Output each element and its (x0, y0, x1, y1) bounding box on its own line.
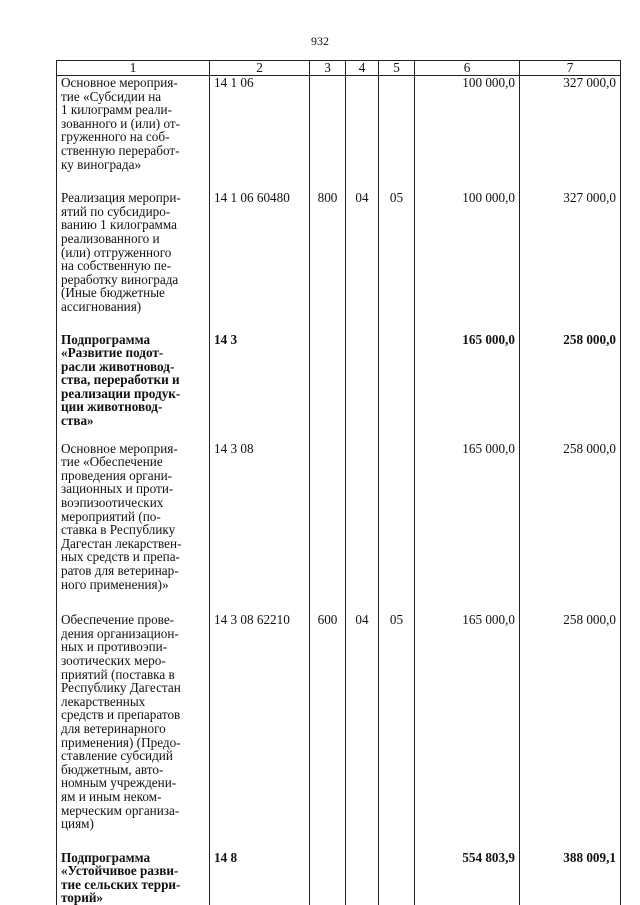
row-name-line: Реализация меропри- (61, 190, 181, 206)
row-section: 04 (346, 191, 379, 332)
row-name-line: ку винограда» (61, 156, 142, 172)
row-expense-type (310, 333, 346, 442)
row-name (57, 613, 210, 851)
row-name-line: тие сельских терри- (61, 876, 181, 892)
row-name-line: зованного и (или) от- (61, 115, 181, 131)
row-name-line: ятий по субсидиро- (61, 203, 171, 219)
row-code: 14 3 08 (210, 442, 310, 614)
row-name-line: циям) (61, 816, 94, 832)
row-name-line: «Развитие подот- (61, 345, 164, 361)
row-name-line: номным учреждени- (61, 775, 177, 791)
table-row (57, 333, 621, 442)
table-row (57, 442, 621, 614)
row-name (57, 442, 210, 614)
row-name-line: ного применения)» (61, 576, 169, 592)
row-name-line: реализации продук- (61, 385, 181, 401)
row-name-line: ных и противоэпи- (61, 639, 168, 655)
row-name-line: на собственную пе- (61, 258, 172, 274)
row-name-line: ставление субсидий (61, 748, 173, 764)
row-name-line: (Иные бюджетные (61, 285, 165, 301)
row-code: 14 8 (210, 851, 310, 905)
row-code: 14 3 08 62210 (210, 613, 310, 851)
table-row (57, 76, 621, 192)
row-name (57, 333, 210, 442)
row-amount-col7: 258 000,0 (520, 333, 621, 442)
row-name (57, 191, 210, 332)
row-subsection (379, 442, 415, 614)
row-name-line: Подпрограмма (61, 331, 151, 347)
row-amount-col6: 165 000,0 (415, 333, 520, 442)
row-name-line: реализованного и (61, 230, 160, 246)
row-name-line: реработку винограда (61, 271, 179, 287)
row-subsection: 05 (379, 191, 415, 332)
col-header-7: 7 (520, 61, 621, 76)
row-amount-col6: 100 000,0 (415, 76, 520, 192)
row-name-line: «Устойчивое разви- (61, 863, 179, 879)
row-amount-col7: 327 000,0 (520, 191, 621, 332)
row-name-line: бюджетным, авто- (61, 761, 164, 777)
row-name-line: ванию 1 килограмма (61, 217, 178, 233)
col-header-3: 3 (310, 61, 346, 76)
row-name-line: приятий (поставка в (61, 666, 175, 682)
row-amount-col7: 388 009,1 (520, 851, 621, 905)
row-name-line: ям и иным неком- (61, 788, 162, 804)
row-name-line: мерческим организа- (61, 802, 180, 818)
row-name-line: ных средств и препа- (61, 549, 180, 565)
row-name-line: применения) (Предо- (61, 734, 181, 750)
row-name-line: лекарственных (61, 693, 146, 709)
col-header-5: 5 (379, 61, 415, 76)
row-name-line: зационных и проти- (61, 481, 174, 497)
page-number: 932 (311, 34, 329, 48)
row-name-line: Основное мероприя- (61, 75, 178, 90)
row-name-line: ассигнования) (61, 298, 142, 314)
row-name-line: ставка в Республику (61, 522, 176, 538)
row-name (57, 76, 210, 192)
table-row (57, 851, 621, 905)
table-row (57, 613, 621, 851)
row-code: 14 1 06 (210, 76, 310, 192)
row-name-line: Подпрограмма (61, 849, 151, 865)
row-name-line: ратов для ветеринар- (61, 563, 179, 578)
row-name-line: ства» (61, 413, 94, 429)
row-name-line: Обеспечение прове- (61, 612, 175, 628)
row-amount-col6: 165 000,0 (415, 442, 520, 614)
row-expense-type (310, 76, 346, 192)
row-name-line: ции животновод- (61, 399, 163, 415)
row-section (346, 851, 379, 905)
row-subsection (379, 333, 415, 442)
table-header-row (57, 61, 621, 76)
table-row (57, 191, 621, 332)
row-name-line: 1 килограмм реали- (61, 102, 172, 118)
row-name-line: расли животновод- (61, 358, 175, 374)
row-section (346, 442, 379, 614)
row-expense-type (310, 442, 346, 614)
col-header-6: 6 (415, 61, 520, 76)
row-section (346, 333, 379, 442)
row-code: 14 3 (210, 333, 310, 442)
row-expense-type (310, 851, 346, 905)
row-name-line: зоотических меро- (61, 652, 166, 668)
row-name-line: ства, переработки и (61, 372, 180, 388)
row-name-line: Основное мероприя- (61, 440, 178, 456)
row-name (57, 851, 210, 905)
row-name-line: (или) отгруженного (61, 244, 172, 260)
row-name-line: Дагестан лекарствен- (61, 535, 182, 551)
row-amount-col6: 165 000,0 (415, 613, 520, 851)
row-name-line: дения организацион- (61, 625, 179, 641)
col-header-2: 2 (210, 61, 310, 76)
row-name-line: проведения органи- (61, 467, 173, 483)
row-name-line: тие «Обеспечение (61, 454, 163, 470)
row-name-line: для ветеринарного (61, 720, 166, 736)
row-name-line: Республику Дагестан (61, 680, 181, 696)
row-expense-type: 600 (310, 613, 346, 851)
row-amount-col6: 554 803,9 (415, 851, 520, 905)
row-name-line: тие «Субсидии на (61, 88, 162, 104)
row-code: 14 1 06 60480 (210, 191, 310, 332)
row-name-line: мероприятий (по- (61, 508, 161, 524)
row-name-line: торий» (61, 890, 104, 905)
row-subsection (379, 76, 415, 192)
row-amount-col7: 258 000,0 (520, 442, 621, 614)
col-header-1: 1 (57, 61, 210, 76)
row-name-line: ственную переработ- (61, 142, 180, 158)
row-name-line: воэпизоотических (61, 495, 164, 511)
row-section: 04 (346, 613, 379, 851)
row-section (346, 76, 379, 192)
col-header-4: 4 (346, 61, 379, 76)
row-subsection (379, 851, 415, 905)
budget-table (56, 60, 621, 905)
row-amount-col6: 100 000,0 (415, 191, 520, 332)
row-amount-col7: 327 000,0 (520, 76, 621, 192)
row-subsection: 05 (379, 613, 415, 851)
row-name-line: средств и препаратов (61, 707, 181, 723)
row-expense-type: 800 (310, 191, 346, 332)
row-amount-col7: 258 000,0 (520, 613, 621, 851)
row-name-line: груженного на соб- (61, 129, 170, 145)
